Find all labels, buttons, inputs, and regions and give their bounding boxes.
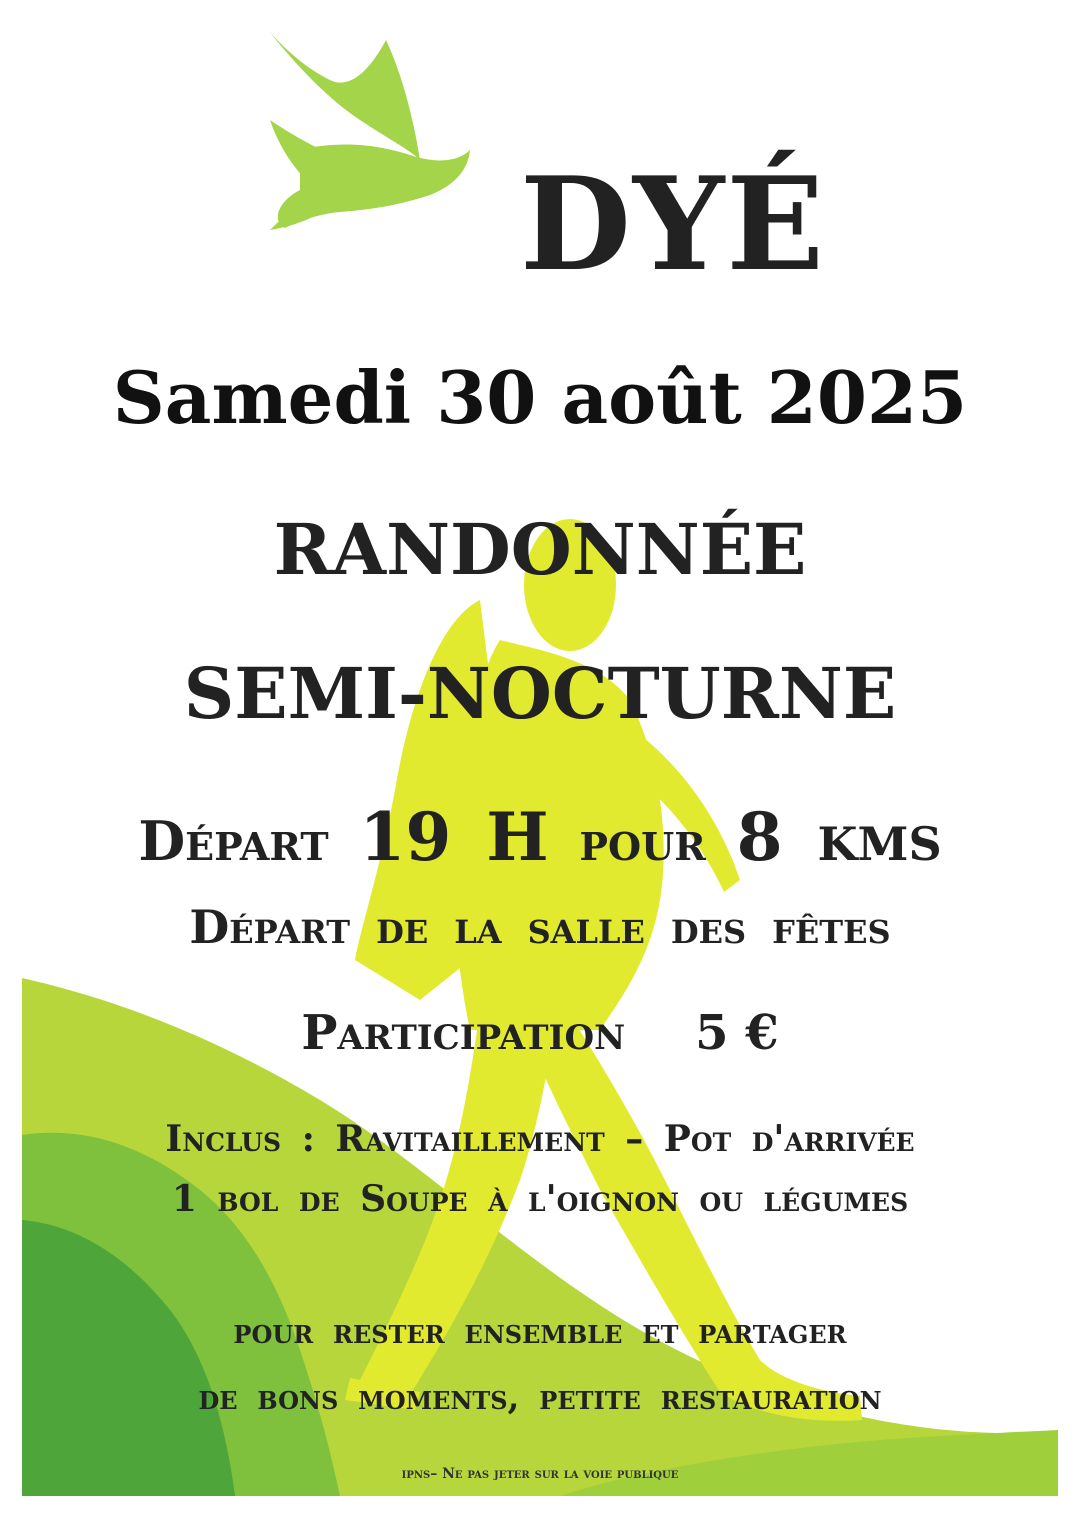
participation-line [0,1005,1080,1061]
footer-notice: ipns– Ne pas jeter sur la voie publique [401,1466,679,1482]
participation-label: Participation [301,1005,626,1061]
departure-distance: 8 kms [736,798,942,876]
included-line-1: Inclus : Ravitaillement – Pot d'arrivée [165,1118,915,1160]
departure-line [0,798,1080,876]
closing-line-2: de bons moments, petite restauration [198,1378,882,1418]
event-date: Samedi 30 août 2025 [112,355,968,440]
closing-line-1: pour rester ensemble et partager [233,1312,847,1352]
event-heading-line1: RANDONNÉE [273,508,807,591]
page-title: DYÉ [520,150,826,300]
departure-hour: 19 H [359,798,549,876]
departure-location: Départ de la salle des fêtes [189,900,891,954]
flying-dove-icon [268,30,470,230]
participation-amount: 5 € [695,1005,779,1061]
departure-for: pour [579,809,706,873]
event-heading-line2: SEMI-NOCTURNE [183,652,897,735]
included-line-2: 1 bol de Soupe à l'oignon ou légumes [171,1178,909,1220]
departure-word: Départ [138,809,329,873]
